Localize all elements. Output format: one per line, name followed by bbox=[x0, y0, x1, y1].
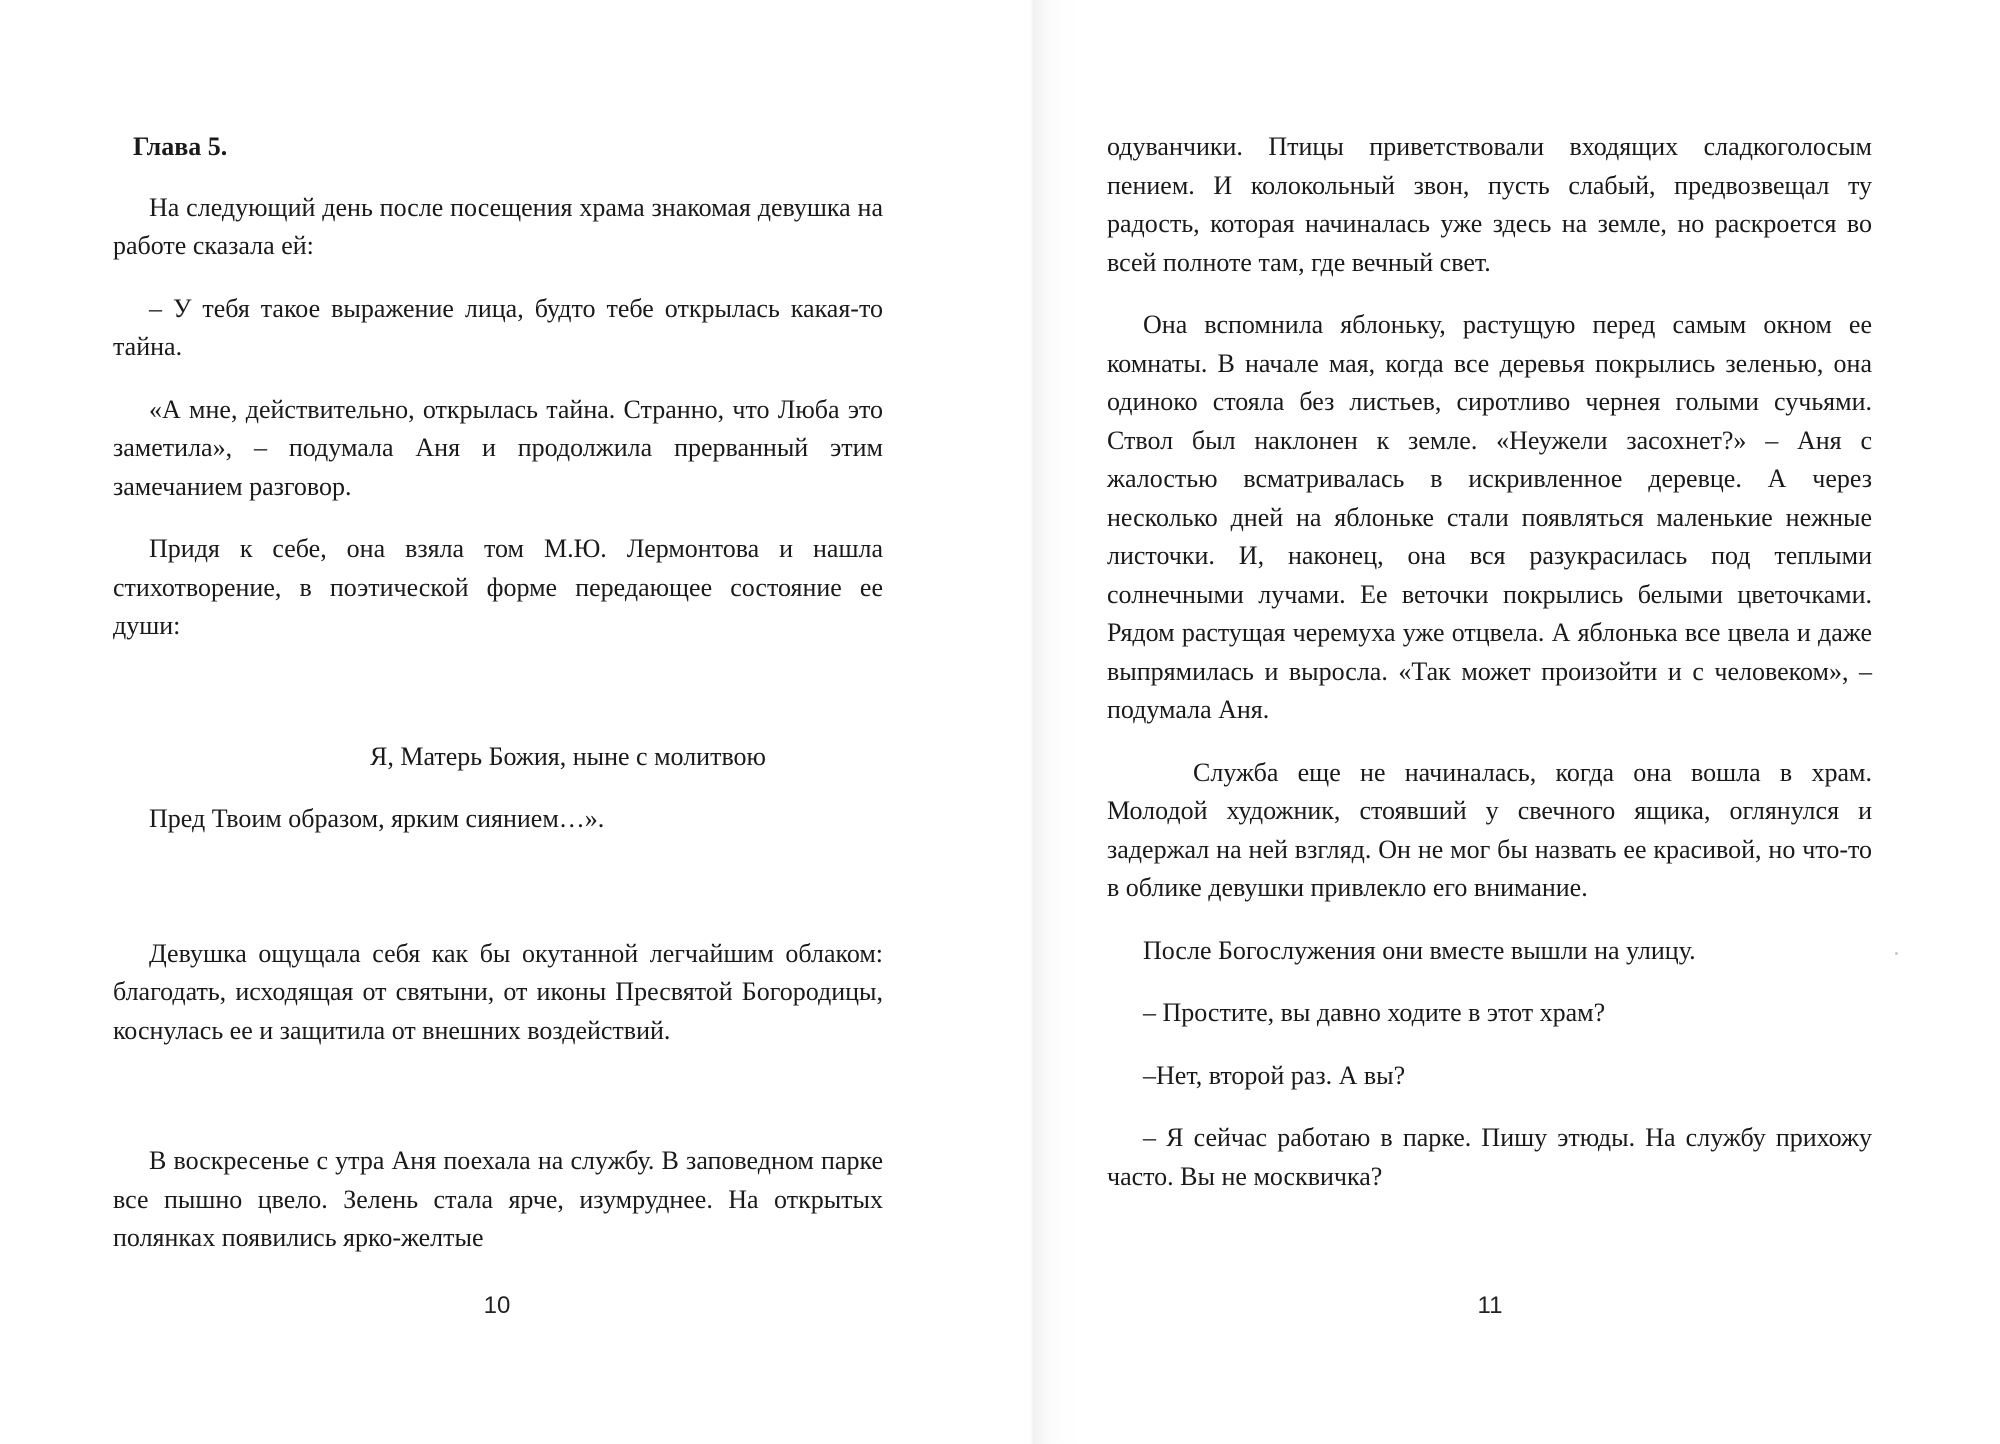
poem-line: Я, Матерь Божия, ныне с молитвою bbox=[370, 741, 766, 771]
paragraph: Служба еще не начиналась, когда она вошла в храм. Молодой художник, стоявший у свечного ящика, оглянулся и задержал на ней взгляд. Он не мог бы назвать ее красивой, но что-то в облике девушки привлекло его внимание. bbox=[1107, 757, 1872, 902]
scan-speck bbox=[1895, 952, 1898, 955]
right-page-text bbox=[1107, 128, 1872, 1196]
chapter-title: Глава 5. bbox=[133, 132, 228, 161]
paragraph: На следующий день после посещения храма знакомая девушка на работе сказала ей: bbox=[113, 192, 883, 260]
paragraph: Девушка ощущала себя как бы окутанной легчайшим облаком: благодать, исходящая от святыни, от иконы Пресвятой Богородицы, коснулась ее и защитила от внешних воздействий. bbox=[113, 938, 883, 1045]
dialogue-line: – Простите, вы давно ходите в этот храм? bbox=[1143, 998, 1606, 1027]
poem-line: Пред Твоим образом, ярким сиянием…». bbox=[149, 804, 605, 833]
paragraph: В воскресенье с утра Аня поехала на службу. В заповедном парке все пышно цвело. Зелень стала ярче, изумруднее. На открытых полянках появились ярко-желтые bbox=[113, 1146, 883, 1252]
dialogue-line: –Нет, второй раз. А вы? bbox=[1143, 1060, 1406, 1090]
paragraph: Придя к себе, она взяла том М.Ю. Лермонтова и нашла стихотворение, в поэтической форме передающее состояние ее души: bbox=[113, 534, 883, 640]
page-number: 10 bbox=[483, 1292, 511, 1319]
paragraph: Она вспомнила яблоньку, растущую перед самым окном ее комнаты. В начале мая, когда все деревья покрылись зеленью, она одиноко стояла без листьев, сиротливо чернея голыми сучьями. Ствол был наклонен к земле. «Неужели засохнет?» – Аня с жалостью всматривалась в искривленное деревце. А через несколько дней на яблоньке стали появляться маленькие нежные листочки. И, наконец, она вся разукрасилась под теплыми солнечными лучами. Ее веточки покрылись белыми цветочками. Рядом растущая черемуха уже отцвела. А яблонька все цвела и даже выпрямилась и выросла. «Так может произойти и с человеком», – подумала Аня. bbox=[1107, 310, 1872, 724]
paragraph: «А мне, действительно, открылась тайна. Странно, что Люба это заметила», – подумала Аня и продолжила прерванный этим замечанием разговор. bbox=[113, 394, 883, 501]
dialogue-line: – Я сейчас работаю в парке. Пишу этюды. На службу прихожу часто. Вы не москвичка? bbox=[1107, 1123, 1872, 1191]
paragraph: одуванчики. Птицы приветствовали входящих сладкоголосым пением. И колокольный звон, пусть слабый, предвозвещал ту радость, которая начиналась уже здесь на земле, но раскроется во всей полноте там, где вечный свет. bbox=[1107, 132, 1872, 277]
left-page-text bbox=[113, 128, 883, 1258]
dialogue-line: После Богослужения они вместе вышли на улицу. bbox=[1143, 935, 1696, 965]
paragraph: – У тебя такое выражение лица, будто тебе открылась какая-то тайна. bbox=[113, 293, 883, 361]
page-number: 11 bbox=[1477, 1292, 1503, 1319]
